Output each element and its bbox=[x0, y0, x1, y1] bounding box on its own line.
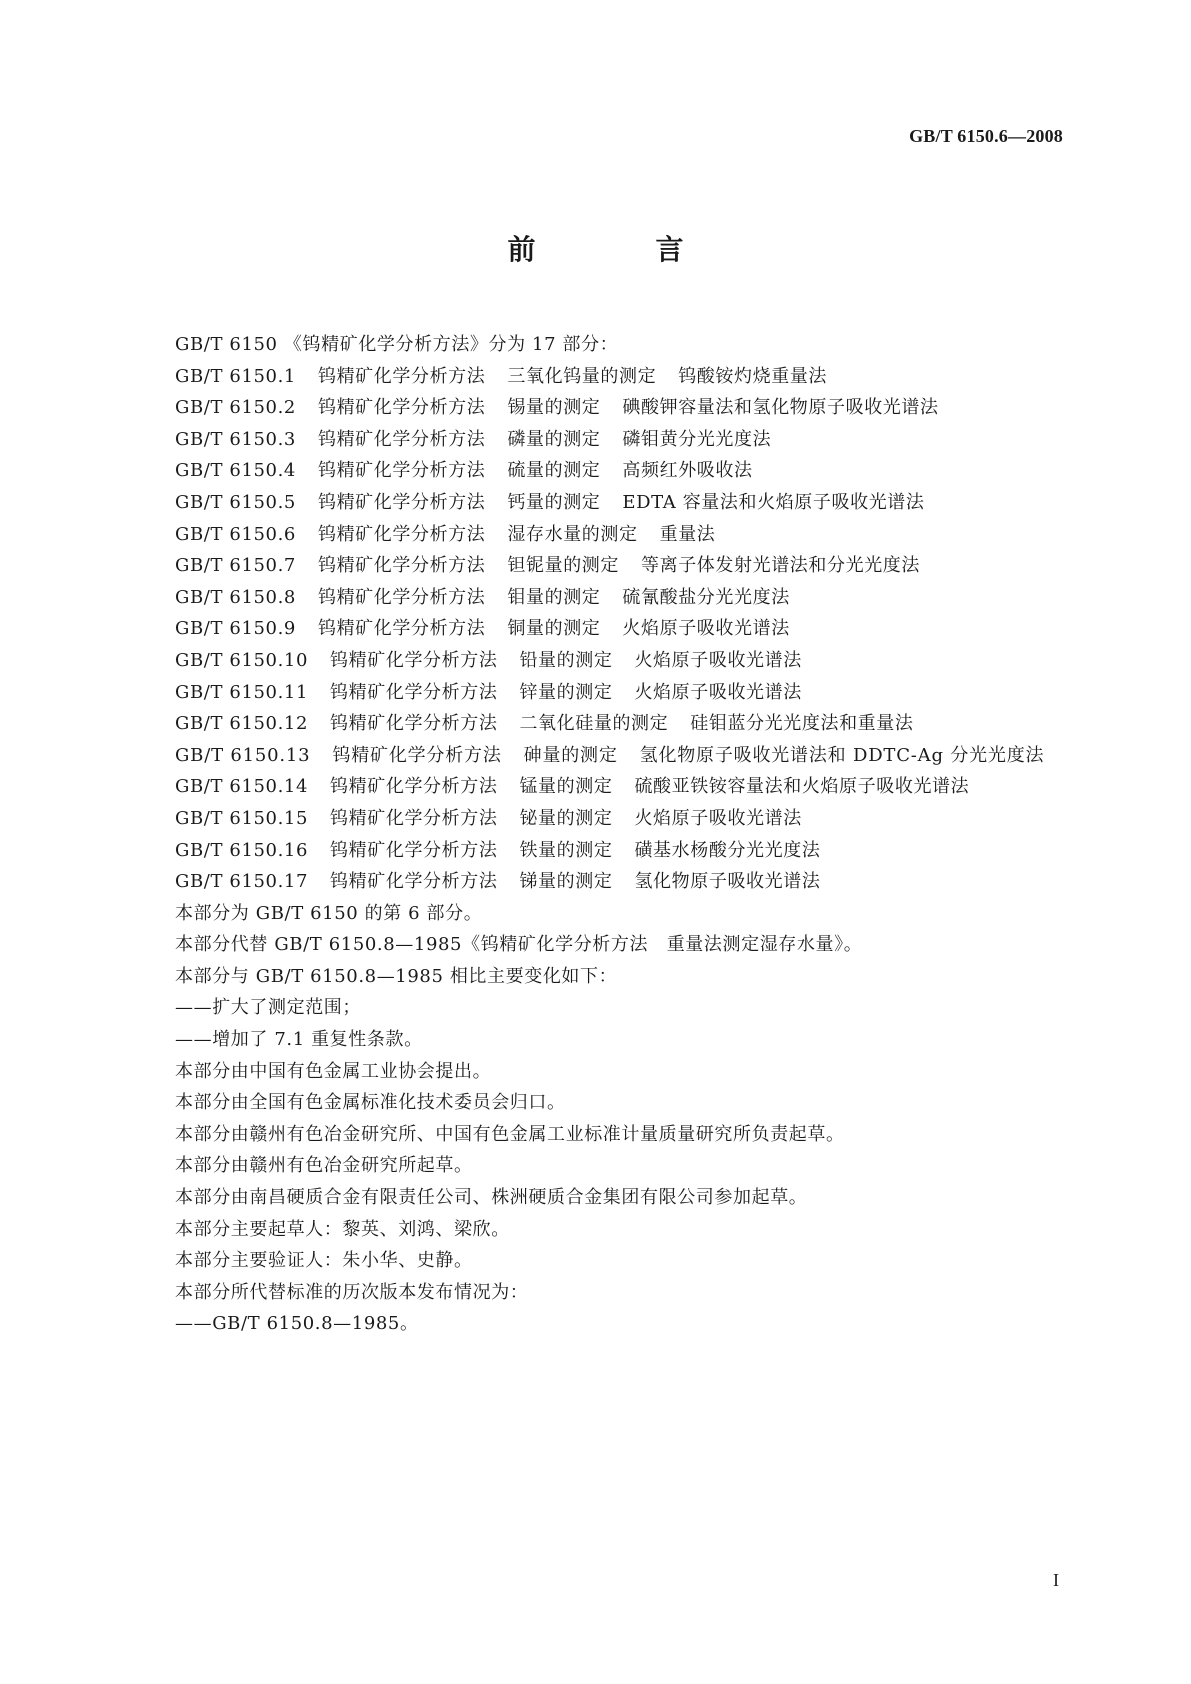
standard-number: GB/T 6150.6—2008 bbox=[909, 126, 1063, 146]
part-entry bbox=[135, 866, 1065, 898]
part-series: 钨精矿化学分析方法 bbox=[330, 807, 498, 829]
part-item: 锑量的测定 bbox=[519, 871, 613, 893]
part-method: 重量法 bbox=[659, 523, 716, 545]
part-code: GB/T 6150.10 bbox=[175, 649, 309, 671]
change-item: ——扩大了测定范围； bbox=[175, 997, 361, 1019]
part-code: GB/T 6150.17 bbox=[175, 871, 309, 893]
part-entry bbox=[135, 487, 1065, 519]
part-item: 锌量的测定 bbox=[519, 681, 613, 703]
part-method: 碘酸钾容量法和氢化物原子吸收光谱法 bbox=[622, 397, 939, 419]
part-method: 高频红外吸收法 bbox=[622, 460, 753, 482]
part-code: GB/T 6150.5 bbox=[175, 491, 296, 513]
part-item: 砷量的测定 bbox=[523, 744, 618, 766]
part-code: GB/T 6150.14 bbox=[175, 776, 309, 798]
part-item: 锰量的测定 bbox=[519, 776, 613, 798]
part-series: 钨精矿化学分析方法 bbox=[330, 713, 498, 735]
part-entry bbox=[135, 361, 1065, 393]
part-of-line: 本部分为 GB/T 6150 的第 6 部分。 bbox=[175, 902, 483, 924]
part-series: 钨精矿化学分析方法 bbox=[330, 649, 498, 671]
part-code: GB/T 6150.12 bbox=[175, 713, 309, 735]
part-series: 钨精矿化学分析方法 bbox=[332, 744, 502, 766]
part-code: GB/T 6150.7 bbox=[175, 555, 296, 577]
part-code: GB/T 6150.13 bbox=[175, 744, 311, 766]
part-series: 钨精矿化学分析方法 bbox=[317, 460, 486, 482]
part-method: 火焰原子吸收光谱法 bbox=[622, 618, 790, 640]
history-intro-line: 本部分所代替标准的历次版本发布情况为： bbox=[175, 1281, 529, 1303]
foreword-body bbox=[135, 329, 1065, 1340]
part-method: 火焰原子吸收光谱法 bbox=[634, 649, 802, 671]
part-code: GB/T 6150.1 bbox=[175, 365, 296, 387]
part-method: 钨酸铵灼烧重量法 bbox=[678, 365, 828, 387]
part-item: 铋量的测定 bbox=[519, 807, 613, 829]
participants-line: 本部分由南昌硬质合金有限责任公司、株洲硬质合金集团有限公司参加起草。 bbox=[175, 1187, 808, 1209]
part-series: 钨精矿化学分析方法 bbox=[317, 523, 486, 545]
part-item: 钽铌量的测定 bbox=[507, 555, 619, 577]
part-item: 铁量的测定 bbox=[519, 839, 613, 861]
part-item: 铅量的测定 bbox=[519, 649, 613, 671]
part-item: 锡量的测定 bbox=[507, 397, 601, 419]
part-series: 钨精矿化学分析方法 bbox=[330, 776, 498, 798]
part-method: 氢化物原子吸收光谱法 bbox=[634, 871, 821, 893]
part-entry bbox=[135, 835, 1065, 867]
part-series: 钨精矿化学分析方法 bbox=[330, 681, 498, 703]
part-entry bbox=[135, 677, 1065, 709]
part-method: 氢化物原子吸收光谱法和 DDTC-Ag 分光光度法 bbox=[639, 744, 1045, 766]
part-method: 磺基水杨酸分光光度法 bbox=[634, 839, 821, 861]
change-item: ——增加了 7.1 重复性条款。 bbox=[175, 1029, 423, 1051]
centralized-by-line: 本部分由全国有色金属标准化技术委员会归口。 bbox=[175, 1092, 566, 1114]
responsible-line: 本部分由赣州有色冶金研究所、中国有色金属工业标准计量质量研究所负责起草。 bbox=[175, 1123, 845, 1145]
part-code: GB/T 6150.15 bbox=[175, 807, 309, 829]
proposed-by-line: 本部分由中国有色金属工业协会提出。 bbox=[175, 1060, 492, 1082]
part-item: 硫量的测定 bbox=[507, 460, 601, 482]
part-series: 钨精矿化学分析方法 bbox=[317, 365, 486, 387]
part-series: 钨精矿化学分析方法 bbox=[317, 555, 486, 577]
intro-line: GB/T 6150 《钨精矿化学分析方法》分为 17 部分： bbox=[175, 334, 619, 355]
history-item: ——GB/T 6150.8—1985。 bbox=[175, 1313, 419, 1335]
part-code: GB/T 6150.11 bbox=[175, 681, 309, 703]
changes-intro-line: 本部分与 GB/T 6150.8—1985 相比主要变化如下： bbox=[175, 965, 618, 987]
part-item: 铜量的测定 bbox=[507, 618, 601, 640]
part-series: 钨精矿化学分析方法 bbox=[330, 839, 498, 861]
part-entry bbox=[135, 740, 1065, 772]
part-series: 钨精矿化学分析方法 bbox=[317, 428, 486, 450]
part-code: GB/T 6150.16 bbox=[175, 839, 309, 861]
page-number: I bbox=[1053, 1570, 1059, 1590]
part-entry bbox=[135, 519, 1065, 551]
part-code: GB/T 6150.8 bbox=[175, 586, 296, 608]
main-verifiers-line: 本部分主要验证人：朱小华、史静。 bbox=[175, 1250, 473, 1272]
part-entry bbox=[135, 550, 1065, 582]
part-method: 火焰原子吸收光谱法 bbox=[634, 681, 802, 703]
part-method: 等离子体发射光谱法和分光光度法 bbox=[641, 555, 920, 577]
part-item: 湿存水量的测定 bbox=[507, 523, 638, 545]
part-method: 磷钼黄分光光度法 bbox=[622, 428, 772, 450]
part-entry bbox=[135, 455, 1065, 487]
part-code: GB/T 6150.2 bbox=[175, 397, 296, 419]
part-series: 钨精矿化学分析方法 bbox=[317, 586, 486, 608]
part-series: 钨精矿化学分析方法 bbox=[330, 871, 498, 893]
part-series: 钨精矿化学分析方法 bbox=[317, 397, 486, 419]
part-method: 硫酸亚铁铵容量法和火焰原子吸收光谱法 bbox=[634, 776, 970, 798]
part-method: 硫氰酸盐分光光度法 bbox=[622, 586, 790, 608]
part-entry bbox=[135, 771, 1065, 803]
part-code: GB/T 6150.6 bbox=[175, 523, 296, 545]
main-drafters-line: 本部分主要起草人：黎英、刘鸿、梁欣。 bbox=[175, 1218, 510, 1240]
replaces-line: 本部分代替 GB/T 6150.8—1985《钨精矿化学分析方法 重量法测定湿存水量》。 bbox=[175, 934, 863, 956]
part-entry bbox=[135, 424, 1065, 456]
parts-list bbox=[135, 361, 1065, 898]
part-code: GB/T 6150.4 bbox=[175, 460, 296, 482]
part-entry bbox=[135, 613, 1065, 645]
part-entry bbox=[135, 392, 1065, 424]
part-item: 钼量的测定 bbox=[507, 586, 601, 608]
part-entry bbox=[135, 803, 1065, 835]
part-code: GB/T 6150.9 bbox=[175, 618, 296, 640]
part-method: 火焰原子吸收光谱法 bbox=[634, 807, 802, 829]
drafted-by-line: 本部分由赣州有色冶金研究所起草。 bbox=[175, 1155, 473, 1177]
part-entry bbox=[135, 708, 1065, 740]
part-entry bbox=[135, 645, 1065, 677]
part-entry bbox=[135, 582, 1065, 614]
part-series: 钨精矿化学分析方法 bbox=[317, 618, 486, 640]
part-method: 硅钼蓝分光光度法和重量法 bbox=[690, 713, 914, 735]
part-code: GB/T 6150.3 bbox=[175, 428, 296, 450]
part-item: 钙量的测定 bbox=[507, 491, 601, 513]
part-item: 二氧化硅量的测定 bbox=[519, 713, 669, 735]
part-series: 钨精矿化学分析方法 bbox=[317, 491, 486, 513]
part-item: 磷量的测定 bbox=[507, 428, 601, 450]
part-method: EDTA 容量法和火焰原子吸收光谱法 bbox=[622, 491, 925, 513]
part-item: 三氧化钨量的测定 bbox=[507, 365, 657, 387]
page-title: 前 言 bbox=[507, 233, 730, 266]
